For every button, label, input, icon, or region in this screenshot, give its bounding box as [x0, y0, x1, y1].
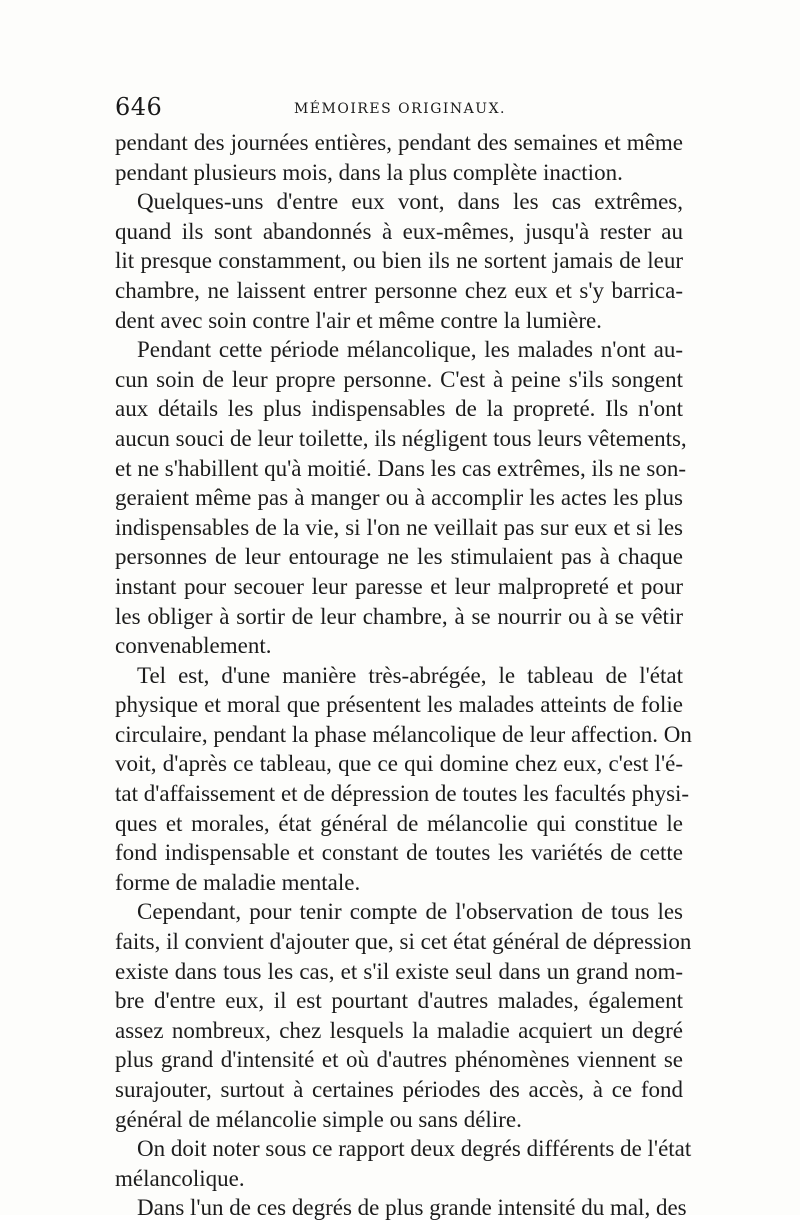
paragraph	[115, 897, 692, 1134]
text-line: instant pour secouer leur paresse et leur malpropreté et pour	[115, 573, 683, 599]
text-line: tat d'affaissement et de dépression de toutes les facultés physi-	[115, 781, 690, 807]
paragraph	[115, 661, 692, 898]
text-line: pendant des journées entières, pendant des semaines et même	[115, 130, 683, 155]
text-line: physique et moral que présentent les malades atteints de folie	[115, 692, 683, 718]
paragraph	[115, 1134, 692, 1193]
text-line: Tel est, d'une manière très-abrégée, le tableau de l'état	[137, 662, 683, 688]
text-line: Dans l'un de ces degrés de plus grande intensité du mal, des	[137, 1195, 687, 1221]
paragraph	[115, 187, 683, 335]
text-line: fond indispensable et constant de toutes les variétés de cette	[115, 840, 683, 866]
body-text	[115, 128, 692, 1223]
text-line: quand ils sont abandonnés à eux-mêmes, jusqu'à rester au	[115, 218, 683, 244]
text-line: On doit noter sous ce rapport deux degrés différents de l'état	[137, 1136, 692, 1162]
paragraph	[115, 335, 687, 661]
text-line: et ne s'habillent qu'à moitié. Dans les cas extrêmes, ils ne son-	[115, 455, 687, 481]
text-line: personnes de leur entourage ne les stimulaient pas à chaque	[115, 544, 683, 570]
text-line: aucun souci de leur toilette, ils négligent tous leurs vêtements,	[115, 425, 687, 451]
text-line: lit presque constamment, ou bien ils ne sortent jamais de leur	[115, 248, 683, 274]
text-line: circulaire, pendant la phase mélancolique de leur affection. On	[115, 721, 692, 747]
text-line: chambre, ne laissent entrer personne chez eux et s'y barrica-	[115, 277, 683, 303]
text-line: existe dans tous les cas, et s'il existe seul dans un grand nom-	[115, 958, 683, 984]
text-line: indispensables de la vie, si l'on ne veillait pas sur eux et si les	[115, 514, 683, 540]
text-line: Cependant, pour tenir compte de l'observation de tous les	[137, 899, 683, 925]
text-line: assez nombreux, chez lesquels la maladie acquiert un degré	[115, 1017, 683, 1043]
paragraph	[115, 128, 683, 187]
text-line: faits, il convient d'ajouter que, si cet état général de dépression	[115, 929, 692, 955]
text-line: voit, d'après ce tableau, que ce qui domine chez eux, c'est l'é-	[115, 751, 683, 777]
page-header	[115, 93, 685, 123]
page-number: 646	[115, 93, 163, 121]
running-head: MÉMOIRES ORIGINAUX.	[293, 101, 507, 117]
text-line: pendant plusieurs mois, dans la plus complète inaction.	[115, 159, 623, 185]
text-line: cun soin de leur propre personne. C'est à peine s'ils songent	[115, 366, 683, 392]
text-line: convenablement.	[115, 633, 272, 659]
text-line: forme de maladie mentale.	[115, 869, 361, 895]
text-line: mélancolique.	[115, 1165, 245, 1191]
text-line: Pendant cette période mélancolique, les malades n'ont au-	[137, 337, 683, 363]
text-line: geraient même pas à manger ou à accomplir les actes les plus	[115, 485, 683, 511]
text-line: général de mélancolie simple ou sans délire.	[115, 1106, 522, 1132]
text-line: aux détails les plus indispensables de la propreté. Ils n'ont	[115, 396, 683, 422]
text-line: ques et morales, état général de mélancolie qui constitue le	[115, 810, 683, 836]
text-line: plus grand d'intensité et où d'autres phénomènes viennent se	[115, 1047, 683, 1073]
text-line: dent avec soin contre l'air et même contre la lumière.	[115, 307, 602, 333]
text-line: Quelques-uns d'entre eux vont, dans les cas extrêmes,	[137, 189, 683, 215]
text-line: bre d'entre eux, il est pourtant d'autres malades, également	[115, 988, 683, 1014]
text-line: surajouter, surtout à certaines périodes des accès, à ce fond	[115, 1077, 683, 1102]
text-line: les obliger à sortir de leur chambre, à se nourrir ou à se vêtir	[115, 603, 683, 629]
paragraph	[115, 1193, 687, 1223]
